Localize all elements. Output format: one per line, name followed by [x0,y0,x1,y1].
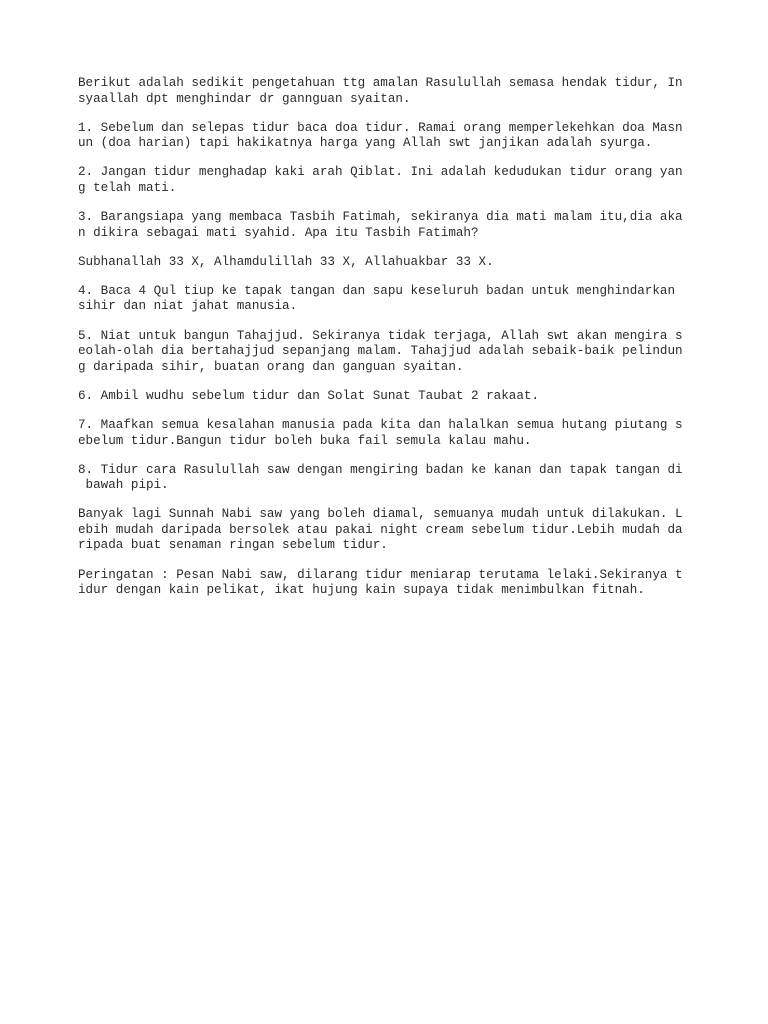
list-item-8 [78,463,698,494]
list-item-6 [78,389,698,405]
list-item-4 [78,284,698,315]
closing-paragraph [78,507,698,554]
document-page [78,76,698,612]
intro-paragraph [78,76,698,107]
text-line: Banyak lagi Sunnah Nabi saw yang boleh diamal, semuanya mudah untuk dilakukan. L [78,507,683,522]
tasbih-paragraph [78,255,698,271]
text-line: Berikut adalah sedikit pengetahuan ttg amalan Rasulullah semasa hendak tidur, In [78,76,683,90]
text-line: 2. Jangan tidur menghadap kaki arah Qiblat. Ini adalah kedudukan tidur orang yan [78,165,683,180]
text-line: g daripada sihir, buatan orang dan ganguan syaitan. [78,359,464,374]
list-item-5 [78,329,698,376]
text-line: bawah pipi. [78,478,169,493]
list-item-7 [78,418,698,449]
text-line: un (doa harian) tapi hakikatnya harga yang Allah swt janjikan adalah syurga. [78,136,653,151]
warning-paragraph [78,568,698,599]
text-line: sihir dan niat jahat manusia. [78,299,298,314]
text-line: 8. Tidur cara Rasulullah saw dengan mengiring badan ke kanan dan tapak tangan di [78,462,683,477]
list-item-2 [78,165,698,196]
text-line: 6. Ambil wudhu sebelum tidur dan Solat Sunat Taubat 2 rakaat. [78,388,540,403]
text-line: n dikira sebagai mati syahid. Apa itu Tasbih Fatimah? [78,225,479,240]
text-line: ebelum tidur.Bangun tidur boleh buka fail semula kalau mahu. [78,433,532,448]
text-line: ebih mudah daripada bersolek atau pakai night cream sebelum tidur.Lebih mudah da [78,522,683,537]
list-item-1 [78,121,698,152]
text-line: eolah-olah dia bertahajjud sepanjang malam. Tahajjud adalah sebaik-baik pelindun [78,344,683,359]
text-line: 3. Barangsiapa yang membaca Tasbih Fatimah, sekiranya dia mati malam itu,dia aka [78,210,683,225]
text-line: Subhanallah 33 X, Alhamdulillah 33 X, Allahuakbar 33 X. [78,254,494,269]
text-line: 5. Niat untuk bangun Tahajjud. Sekiranya tidak terjaga, Allah swt akan mengira s [78,328,683,343]
text-line: ripada buat senaman ringan sebelum tidur. [78,538,388,553]
text-line: g telah mati. [78,180,177,195]
text-line: 7. Maafkan semua kesalahan manusia pada kita dan halalkan semua hutang piutang s [78,417,683,432]
text-line: idur dengan kain pelikat, ikat hujung kain supaya tidak menimbulkan fitnah. [78,583,645,598]
text-line: Peringatan : Pesan Nabi saw, dilarang tidur meniarap terutama lelaki.Sekiranya t [78,567,683,582]
text-line: syaallah dpt menghindar dr gannguan syaitan. [78,91,411,106]
text-line: 4. Baca 4 Qul tiup ke tapak tangan dan sapu keseluruh badan untuk menghindarkan [78,283,676,298]
text-line: 1. Sebelum dan selepas tidur baca doa tidur. Ramai orang memperlekehkan doa Masn [78,120,683,135]
list-item-3 [78,210,698,241]
